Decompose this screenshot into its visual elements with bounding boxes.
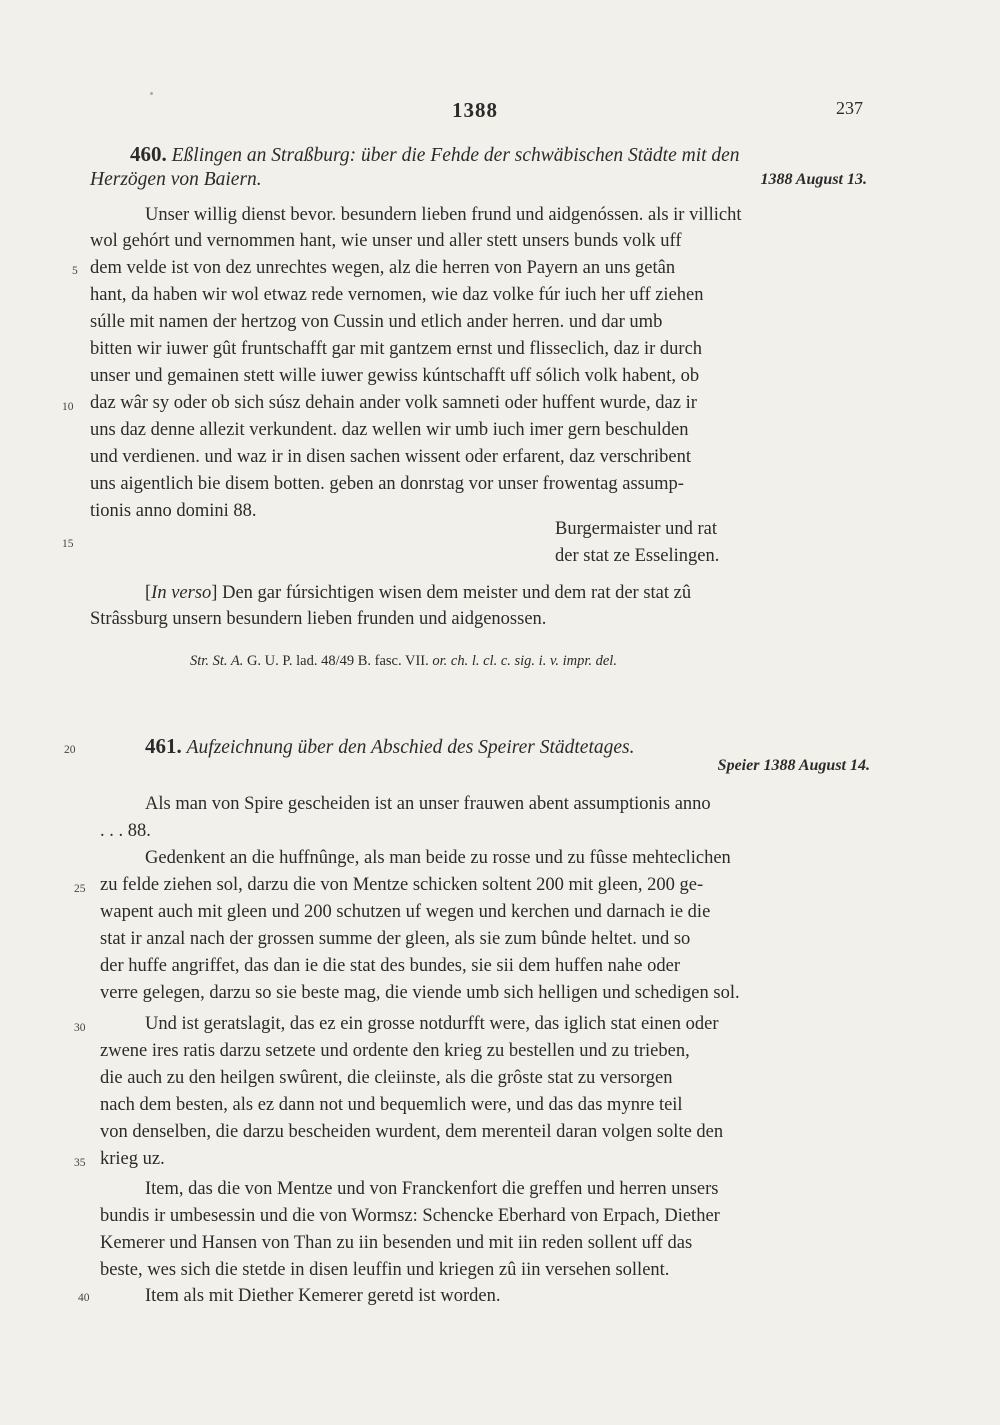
doc460-number: 460. xyxy=(130,142,167,166)
doc460-line: tionis anno domini 88. xyxy=(90,501,257,521)
line-number: 5 xyxy=(72,265,78,277)
running-head-year: 1388 xyxy=(452,98,498,122)
doc461-line: Gedenkent an die huffnûnge, als man beide zu rosse und zu fûsse mehteclichen xyxy=(145,848,731,868)
source-archive: Str. St. A. xyxy=(190,653,244,669)
doc461-line: bundis ir umbesessin und die von Wormsz: Schencke Eberhard von Erpach, Diether xyxy=(100,1206,720,1226)
doc461-line: nach dem besten, als ez dann not und bequemlich were, und das das mynre teil xyxy=(100,1095,683,1115)
doc461-line: zwene ires ratis darzu setzete und ordente den krieg zu bestellen und zu trieben, xyxy=(100,1041,690,1061)
line-number: 35 xyxy=(74,1157,86,1169)
doc460-line: dem velde ist von dez unrechtes wegen, alz die herren von Payern an uns getân xyxy=(90,258,676,278)
doc461-line: zu felde ziehen sol, darzu die von Mentze schicken soltent 200 mit gleen, 200 ge- xyxy=(100,875,704,895)
doc461-line: stat ir anzal nach der grossen summe der gleen, als sie zum bûnde heltet. und so xyxy=(100,929,691,949)
speck xyxy=(150,92,153,95)
doc461-line: Kemerer und Hansen von Than zu iin besenden und mit iin reden sollent uff das xyxy=(100,1233,693,1253)
line-number: 15 xyxy=(62,538,74,550)
line-number: 25 xyxy=(74,883,86,895)
doc460-line: hant, da haben wir wol etwaz rede vernomen, wie daz volke fúr iuch her uff ziehen xyxy=(90,285,704,305)
doc460-line: bitten wir iuwer gût fruntschafft gar mit gantzem ernst und flisseclich, daz ir durch xyxy=(90,339,703,359)
doc461-line: die auch zu den heilgen swûrent, die cleiinste, als die grôste stat zu versorgen xyxy=(100,1068,673,1088)
doc461-line: krieg uz. xyxy=(100,1149,165,1169)
doc460-line: und verdienen. und waz ir in disen sachen wissent oder erfarent, daz verschribent xyxy=(90,447,692,467)
doc460-heading xyxy=(130,142,870,168)
doc461-line: Als man von Spire gescheiden ist an unser frauwen abent assumptionis anno xyxy=(145,794,711,814)
doc460-verso-line2: Strâssburg unsern besundern lieben frunden und aidgenossen. xyxy=(90,609,547,629)
page-number: 237 xyxy=(836,98,863,118)
doc460-signature-line1: Burgermaister und rat xyxy=(555,519,718,539)
line-number: 10 xyxy=(62,401,74,413)
doc461-line: wapent auch mit gleen und 200 schutzen uf wegen und kerchen und darnach ie die xyxy=(100,902,711,922)
doc460-date: 1388 August 13. xyxy=(760,171,867,188)
verso-label: In verso xyxy=(151,583,212,603)
verso-line1: Den gar fúrsichtigen wisen dem meister und dem rat der stat zû xyxy=(222,583,692,603)
doc461-line: Item, das die von Mentze und von Franckenfort die greffen und herren unsers xyxy=(145,1179,719,1199)
doc461-line: der huffe angriffet, das dan ie die stat des bundes, sie sii dem huffen nahe oder xyxy=(100,956,681,976)
doc460-line: súlle mit namen der hertzog von Cussin und etlich ander herren. und dar umb xyxy=(90,312,663,332)
doc460-title-line1: Eßlingen an Straßburg: über die Fehde der schwäbischen Städte mit den xyxy=(171,145,740,166)
doc460-line: wol gehórt und vernommen hant, wie unser und aller stett unsers bunds volk uff xyxy=(90,231,682,251)
doc461-date: Speier 1388 August 14. xyxy=(717,757,870,774)
doc460-line: daz wâr sy oder ob sich súsz dehain ander volk samneti oder huffent wurde, daz ir xyxy=(90,393,697,413)
doc461-title: Aufzeichnung über den Abschied des Speirer Städtetages. xyxy=(186,737,635,758)
doc460-line: Unser willig dienst bevor. besundern lieben frund und aidgenóssen. als ir villicht xyxy=(145,205,742,225)
doc461-line: beste, wes sich die stetde in disen leuffin und kriegen zû iin versehen sollent. xyxy=(100,1260,670,1280)
source-signature: G. U. P. lad. 48/49 B. fasc. VII. xyxy=(246,653,429,669)
line-number: 40 xyxy=(78,1292,90,1304)
line-number: 30 xyxy=(74,1022,86,1034)
doc461-line: verre gelegen, darzu so sie beste mag, die viende umb sich helligen und schedigen sol. xyxy=(100,983,740,1003)
doc460-verso: [In verso] Den gar fúrsichtigen wisen dem meister und dem rat der stat zû xyxy=(145,583,692,603)
doc461-line: von denselben, die darzu bescheiden wurdent, dem merenteil daran volgen solte den xyxy=(100,1122,724,1142)
doc461-number: 461. xyxy=(145,734,182,758)
doc461-line: Item als mit Diether Kemerer geretd ist worden. xyxy=(145,1286,501,1306)
doc461-line: . . . 88. xyxy=(100,821,151,841)
doc460-line: uns aigentlich bie disem botten. geben an donrstag vor unser frowentag assump- xyxy=(90,474,684,494)
source-description: or. ch. l. cl. c. sig. i. v. impr. del. xyxy=(432,653,617,669)
line-number: 20 xyxy=(64,744,76,756)
doc460-line: unser und gemainen stett wille iuwer gewiss kúntschafft uff sólich volk habent, ob xyxy=(90,366,700,386)
doc461-line: Und ist geratslagit, das ez ein grosse notdurfft were, das iglich stat einen oder xyxy=(145,1014,719,1034)
doc460-title-line2: Herzögen von Baiern. xyxy=(90,169,262,190)
doc460-signature-line2: der stat ze Esselingen. xyxy=(555,546,720,566)
doc460-source xyxy=(190,649,830,673)
doc460-line: uns daz denne allezit verkundent. daz wellen wir umb iuch imer gern beschulden xyxy=(90,420,689,440)
